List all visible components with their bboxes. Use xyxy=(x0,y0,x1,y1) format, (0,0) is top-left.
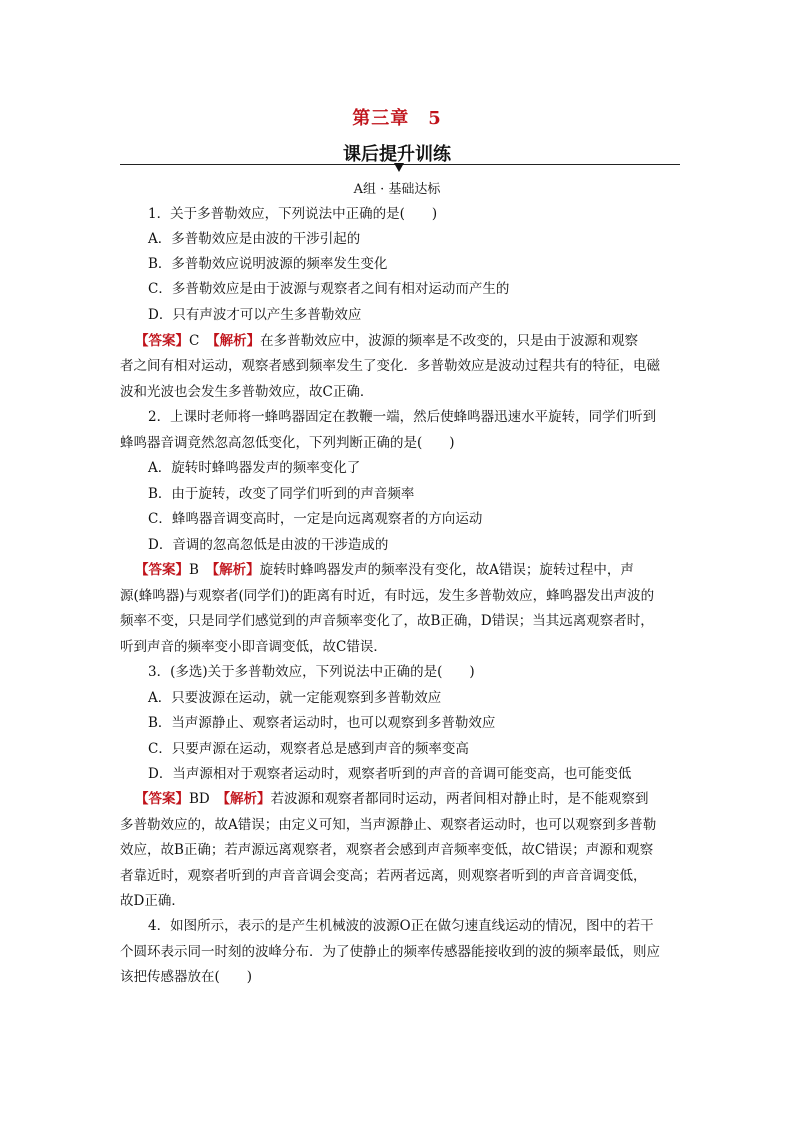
analysis-label: 【解析】 xyxy=(212,333,261,349)
answer-label: 【答案】 xyxy=(135,791,189,807)
q2-analysis-line: 听到声音的频率变小即音调变低，故C错误． xyxy=(120,639,387,655)
q2-analysis-line: 频率不变，只是同学们感觉到的声音频率变化了，故B正确，D错误；当其远离观察者时， xyxy=(120,613,654,629)
chapter-heading: 第三章 5 xyxy=(352,108,442,129)
q3-option-a: A．只要波源在运动，就一定能观察到多普勒效应 xyxy=(148,690,442,706)
q4-stem: 个圆环表示同一时刻的波峰分布．为了使静止的频率传感器能接收到的波的频率最低，则应 xyxy=(120,944,660,960)
group-heading: A组 · 基础达标 xyxy=(353,182,441,197)
q1-analysis-line: 波和光波也会发生多普勒效应，故C正确． xyxy=(120,384,374,400)
q3-answer-row xyxy=(135,789,649,809)
q1-option-b: B．多普勒效应说明波源的频率发生变化 xyxy=(148,256,388,272)
q1-stem: 1．关于多普勒效应，下列说法中正确的是( ) xyxy=(148,206,438,222)
q2-answer-row xyxy=(135,560,634,580)
q3-option-c: C．只要声源在运动，观察者总是感到声音的频率变高 xyxy=(148,741,469,757)
q1-option-a: A．多普勒效应是由波的干涉引起的 xyxy=(148,231,361,247)
q3-option-d: D．当声源相对于观察者运动时，观察者听到的声音的音调可能变高，也可能变低 xyxy=(148,766,632,782)
q3-analysis-line: 者靠近时，观察者听到的声音音调会变高；若两者远离，则观察者听到的声音音调变低， xyxy=(120,868,647,884)
q1-analysis-line: 者之间有相对运动，观察者感到频率发生了变化．多普勒效应是波动过程共有的特征，电磁 xyxy=(120,358,660,374)
analysis-label: 【解析】 xyxy=(223,791,271,807)
page-title: 课后提升训练 xyxy=(343,144,451,165)
q3-stem: 3．(多选)关于多普勒效应，下列说法中正确的是( ) xyxy=(148,664,475,680)
q2-stem: 2．上课时老师将一蜂鸣器固定在教鞭一端，然后使蜂鸣器迅速水平旋转，同学们听到 xyxy=(148,409,657,425)
q2-option-b: B．由于旋转，改变了同学们听到的声音频率 xyxy=(148,486,415,502)
q2-option-a: A．旋转时蜂鸣器发声的频率变化了 xyxy=(148,460,361,476)
q1-analysis-line: 在多普勒效应中，波源的频率是不改变的，只是由于波源和观察 xyxy=(260,333,639,349)
q2-option-d: D．音调的忽高忽低是由波的干涉造成的 xyxy=(148,537,389,553)
q3-option-b: B．当声源静止、观察者运动时，也可以观察到多普勒效应 xyxy=(148,715,496,731)
q2-analysis-line: 源(蜂鸣器)与观察者(同学们)的距离有时近，有时远，发生多普勒效应，蜂鸣器发出声波的 xyxy=(120,588,655,604)
q2-stem: 蜂鸣器音调竟然忽高忽低变化，下列判断正确的是( ) xyxy=(120,435,455,451)
q1-answer-row xyxy=(135,331,638,351)
q2-analysis-line: 旋转时蜂鸣器发声的频率没有变化，故A错误；旋转过程中，声 xyxy=(259,562,634,578)
answer-label: 【答案】 xyxy=(135,562,189,578)
q3-analysis-line: 效应，故B正确；若声源远离观察者，观察者会感到声音频率变低，故C错误；声源和观察 xyxy=(120,842,654,858)
answer-label: 【答案】 xyxy=(135,333,189,349)
q3-analysis-line: 若波源和观察者都同时运动，两者间相对静止时，是不能观察到 xyxy=(270,791,649,807)
q1-option-d: D．只有声波才可以产生多普勒效应 xyxy=(148,307,362,323)
q4-stem: 4．如图所示，表示的是产生机械波的波源O正在做匀速直线运动的情况，图中的若干 xyxy=(148,918,654,934)
q2-answer: B xyxy=(189,562,199,578)
analysis-label: 【解析】 xyxy=(212,562,260,578)
triangle-marker-icon xyxy=(394,163,404,172)
q1-option-c: C．多普勒效应是由于波源与观察者之间有相对运动而产生的 xyxy=(148,281,510,297)
q2-option-c: C．蜂鸣器音调变高时，一定是向远离观察者的方向运动 xyxy=(148,511,483,527)
q3-answer: BD xyxy=(189,791,210,807)
q1-answer: C xyxy=(189,333,200,349)
q3-analysis-line: 故D正确． xyxy=(120,893,185,909)
q4-stem: 该把传感器放在( ) xyxy=(120,969,253,985)
q3-analysis-line: 多普勒效应的，故A错误；由定义可知，当声源静止、观察者运动时，也可以观察到多普勒 xyxy=(120,817,657,833)
